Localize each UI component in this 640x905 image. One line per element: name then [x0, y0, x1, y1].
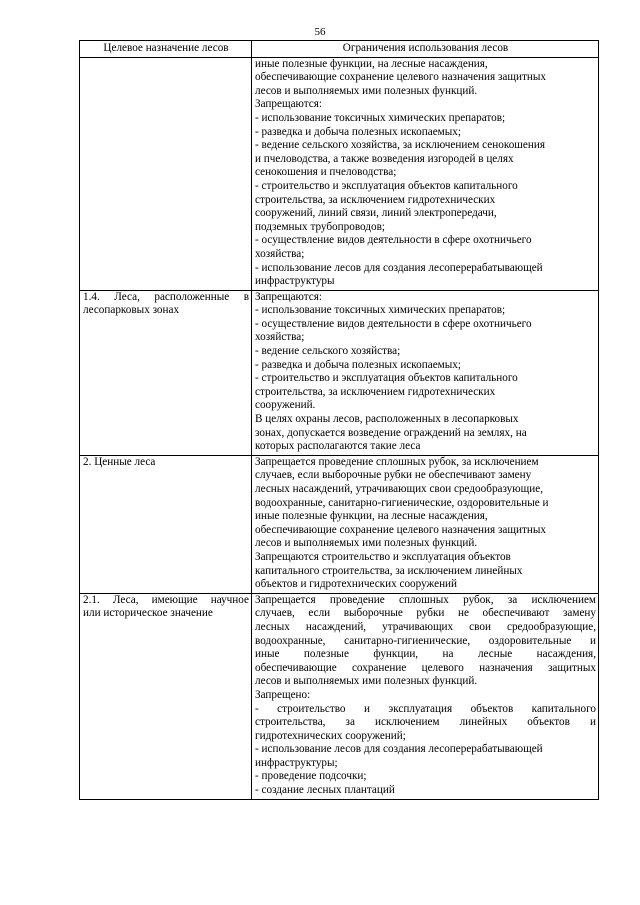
restriction-line: иные полезные функции, на лесные насаждения, — [255, 57, 488, 70]
restriction-line: лесов и выполняемых ими полезных функций. — [255, 537, 478, 550]
restriction-line: Запрещаются строительство и эксплуатация объектов — [255, 550, 511, 563]
restriction-line: - использование токсичных химических препаратов; — [255, 304, 506, 317]
cell-usage-restrictions — [252, 290, 599, 455]
restriction-line: случаев, если выборочные рубки не обеспечивают замену — [255, 607, 596, 620]
restriction-line: сенокошения и пчеловодства; — [255, 166, 397, 179]
restriction-line: хозяйства; — [255, 331, 305, 344]
restriction-line: зонах, допускается возведение ограждений на землях, на — [255, 426, 527, 439]
purpose-line: или историческое значение — [83, 607, 213, 620]
restriction-line: лесов и выполняемых ими полезных функций. — [255, 84, 478, 97]
restriction-line: и пчеловодства, а также возведения изгородей в целях — [255, 152, 514, 165]
restriction-line: В целях охраны лесов, расположенных в лесопарковых — [255, 413, 519, 426]
restriction-line: строительства, за исключением гидротехнических — [255, 193, 496, 206]
restriction-line: Запрещено: — [255, 688, 311, 701]
purpose-line: лесопарковых зонах — [83, 304, 180, 317]
restriction-line: - строительство и эксплуатация объектов капитального — [255, 372, 518, 385]
cell-forest-purpose — [80, 455, 252, 593]
restriction-line: - использование лесов для создания лесоперерабатывающей — [255, 743, 543, 756]
restriction-line: - строительство и эксплуатация объектов капитального — [255, 179, 518, 192]
restriction-line: инфраструктуры; — [255, 756, 338, 769]
restriction-line: - строительство и эксплуатация объектов капитального — [255, 702, 596, 715]
restriction-line: сооружений, линий связи, линий электропередачи, — [255, 207, 497, 220]
restriction-line: подземных трубопроводов; — [255, 220, 385, 233]
table-body — [80, 57, 599, 799]
purpose-line: 2.1. Леса, имеющие научное — [83, 593, 249, 606]
restriction-line: гидротехнических сооружений; — [255, 729, 406, 742]
purpose-line: 1.4. Леса, расположенные в — [83, 290, 249, 303]
restriction-line: Запрещаются: — [255, 290, 323, 303]
restriction-line: обеспечивающие сохранение целевого назначения защитных — [255, 71, 546, 84]
restriction-line: иные полезные функции, на лесные насаждения, — [255, 648, 596, 661]
restriction-line: инфраструктуры — [255, 275, 335, 288]
forest-restrictions-table — [79, 40, 599, 800]
restriction-line: хозяйства; — [255, 247, 305, 260]
restriction-line: обеспечивающие сохранение целевого назначения защитных — [255, 661, 596, 674]
restriction-line: - использование токсичных химических препаратов; — [255, 111, 506, 124]
restriction-line: Запрещаются: — [255, 98, 323, 111]
restriction-line: - разведка и добыча полезных ископаемых; — [255, 125, 461, 138]
table-header-row — [80, 41, 599, 58]
restriction-line: водоохранные, санитарно-гигиенические, оздоровительные и — [255, 496, 549, 509]
table-row — [80, 290, 599, 455]
header-usage-restrictions: Ограничения использования лесов — [252, 41, 599, 58]
restriction-line: строительства, за исключением гидротехнических — [255, 385, 496, 398]
cell-forest-purpose — [80, 290, 252, 455]
restriction-line: Запрещается проведение сплошных рубок, за исключением — [255, 455, 539, 468]
restriction-line: обеспечивающие сохранение целевого назначения защитных — [255, 523, 546, 536]
restriction-line: случаев, если выборочные рубки не обеспечивают замену — [255, 469, 532, 482]
restriction-line: - осуществление видов деятельности в сфере охотничьего — [255, 317, 532, 330]
restriction-line: лесных насаждений, утрачивающих свои средообразующие, — [255, 483, 544, 495]
restriction-line: - ведение сельского хозяйства; — [255, 345, 401, 358]
restriction-line: - создание лесных плантаций — [255, 784, 395, 797]
table-row — [80, 455, 599, 593]
cell-forest-purpose — [80, 57, 252, 290]
restriction-line: - разведка и добыча полезных ископаемых; — [255, 358, 461, 371]
restriction-line: строительства, за исключением линейных объектов и — [255, 716, 596, 729]
restriction-line: иные полезные функции, на лесные насаждения, — [255, 510, 488, 523]
restriction-line: которых располагаются такие леса — [255, 440, 421, 453]
cell-forest-purpose — [80, 593, 252, 799]
cell-usage-restrictions — [252, 57, 599, 290]
cell-usage-restrictions — [252, 455, 599, 593]
restriction-line: лесных насаждений, утрачивающих свои средообразующие, — [255, 620, 596, 633]
restriction-line: - использование лесов для создания лесоперерабатывающей — [255, 261, 543, 274]
cell-usage-restrictions — [252, 593, 599, 799]
restriction-line: - ведение сельского хозяйства, за исключением сенокошения — [255, 139, 545, 152]
restriction-line: лесов и выполняемых ими полезных функций. — [255, 675, 478, 688]
purpose-line: 2. Ценные леса — [83, 455, 156, 468]
table-row — [80, 593, 599, 799]
header-forest-purpose: Целевое назначение лесов — [80, 41, 252, 58]
restriction-line: сооружений. — [255, 399, 316, 412]
table-row — [80, 57, 599, 290]
restriction-line: Запрещается проведение сплошных рубок, за исключением — [255, 593, 596, 606]
page-number: 56 — [314, 26, 326, 38]
restriction-line: капитального строительства, за исключением линейных — [255, 564, 523, 577]
restriction-line: объектов и гидротехнических сооружений — [255, 578, 458, 591]
restriction-line: - проведение подсочки; — [255, 770, 367, 783]
restriction-line: - осуществление видов деятельности в сфере охотничьего — [255, 234, 532, 247]
restriction-line: водоохранные, санитарно-гигиенические, оздоровительные и — [255, 634, 596, 647]
